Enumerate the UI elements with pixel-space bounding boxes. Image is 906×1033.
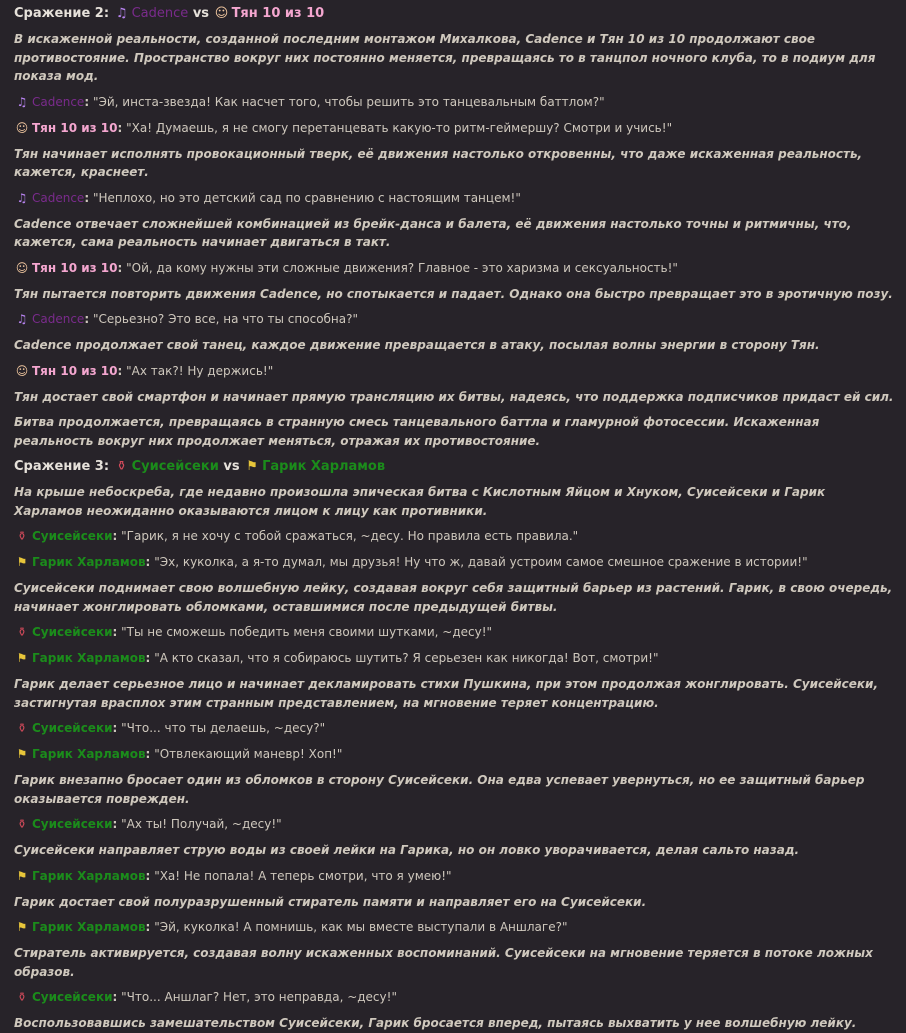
speech-line	[14, 527, 906, 546]
dolls-icon: ⚱	[16, 529, 28, 543]
narration-text: Тян начинает исполнять провокационный тверк, её движения настолько откровенны, что даже искаженная реальность, кажется, краснеет.	[14, 146, 863, 179]
speaker-colon: :	[84, 312, 90, 326]
speech-line	[14, 362, 906, 381]
speaker-name: Суисейсеки	[32, 817, 113, 831]
speaker-colon: :	[112, 625, 118, 639]
speech-text: "Ой, да кому нужны эти сложные движения? Главное - это харизма и сексуальность!"	[126, 260, 678, 275]
battle-heading	[14, 457, 906, 476]
speaker-colon: :	[84, 190, 90, 205]
speech-line	[14, 745, 906, 764]
speaker-colon: :	[84, 94, 90, 109]
face-icon: ☺	[214, 6, 229, 21]
music-note-icon: ♫	[16, 190, 28, 205]
speaker-name: Cadence	[32, 190, 85, 205]
music-note-icon: ♫	[16, 94, 28, 109]
speaker-colon: :	[145, 868, 151, 883]
speech-text: "А кто сказал, что я собираюсь шутить? Я серьезен как никогда! Вот, смотри!"	[154, 651, 659, 665]
speaker-name: Суисейсеки	[32, 625, 113, 639]
face-icon: ☺	[15, 120, 29, 135]
speech-line	[14, 918, 906, 937]
dolls-icon: ⚱	[16, 990, 28, 1004]
speech-text: "Неплохо, но это детский сад по сравнению с настоящим танцем!"	[92, 190, 521, 205]
speech-line	[14, 93, 906, 112]
speaker-name: Тян 10 из 10	[32, 363, 118, 378]
speech-text: "Что... Аншлаг? Нет, это неправда, ~десу!"	[121, 990, 397, 1004]
speaker-colon: :	[145, 555, 151, 569]
narration-text: Тян достает свой смартфон и начинает прямую трансляцию их битвы, надеясь, что поддержка подписчиков придаст ей сил.	[14, 389, 894, 404]
speech-text: "Эй, куколка! А помнишь, как мы вместе выступали в Аншлаге?"	[154, 920, 568, 934]
speech-text: "Серьезно? Это все, на что ты способна?"	[92, 312, 359, 326]
fighter-name: Гарик Харламов	[262, 459, 386, 474]
narration-text: Cadence продолжает свой танец, каждое движение превращается в атаку, посылая волны энергии в сторону Тян.	[14, 338, 820, 352]
speech-text: "Ха! Не попала! А теперь смотри, что я умею!"	[154, 868, 452, 883]
speaker-colon: :	[145, 920, 151, 934]
speaker-name: Тян 10 из 10	[32, 120, 118, 135]
speaker-colon: :	[117, 260, 123, 275]
narration-text: Стиратель активируется, создавая волну искаженных воспоминаний. Суисейсеки на мгновение теряется в потоке ложных образов.	[14, 946, 873, 979]
vs-label: vs	[223, 459, 240, 474]
speech-line	[14, 988, 906, 1007]
narration-text: Гарик делает серьезное лицо и начинает декламировать стихи Пушкина, при этом продолжая жонглировать. Суисейсеки, застигнутая врасплох этим странным представлением, на мгновение теряет концентрацию.	[14, 677, 878, 710]
speech-text: "Отвлекающий маневр! Хоп!"	[154, 747, 343, 761]
speech-text: "Гарик, я не хочу с тобой сражаться, ~десу. Но правила есть правила."	[121, 529, 579, 543]
speech-line	[14, 310, 906, 329]
face-icon: ☺	[15, 363, 29, 378]
speech-line	[14, 867, 906, 886]
speech-text: "Ха! Думаешь, я не смогу перетанцевать какую-то ритм-геймершу? Смотри и учись!"	[126, 120, 673, 135]
narration-text: Cadence отвечает сложнейшей комбинацией из брейк-данса и балета, её движения настолько точны и ритмичны, что, кажется, сама реальность начинает двигаться в такт.	[14, 216, 852, 249]
theater-masks-icon: ⚑	[246, 459, 258, 474]
narration-text: Битва продолжается, превращаясь в странную смесь танцевального баттла и гламурной фотосессии. Искаженная реальность вокруг них продолжает меняться, отражая их противостояние.	[14, 415, 820, 448]
theater-masks-icon: ⚑	[16, 651, 28, 665]
narration-text: Гарик достает свой полуразрушенный стиратель памяти и направляет его на Суисейсеки.	[14, 894, 647, 909]
message-list	[14, 30, 906, 1033]
speech-line	[14, 623, 906, 642]
speech-line	[14, 719, 906, 738]
music-note-icon: ♫	[115, 6, 128, 21]
speech-line	[14, 815, 906, 834]
narration-text: Тян пытается повторить движения Cadence, но спотыкается и падает. Однако она быстро превращает это в эротичную позу.	[14, 286, 893, 301]
vs-label: vs	[192, 6, 210, 21]
speaker-name: Гарик Харламов	[32, 920, 146, 934]
speech-line	[14, 119, 906, 138]
speaker-name: Гарик Харламов	[32, 555, 146, 569]
dolls-icon: ⚱	[16, 817, 28, 831]
speaker-name: Суисейсеки	[32, 990, 113, 1004]
speech-text: "Эй, инста-звезда! Как насчет того, чтобы решить это танцевальным баттлом?"	[92, 94, 605, 109]
music-note-icon: ♫	[16, 312, 28, 326]
speech-text: "Что... что ты делаешь, ~десу?"	[121, 721, 326, 735]
narration-text: Гарик внезапно бросает один из обломков в сторону Суисейсеки. Она едва успевает увернуться, но ее защитный барьер оказывается поврежден.	[14, 773, 865, 806]
speech-text: "Эх, куколка, а я-то думал, мы друзья! Ну что ж, давай устроим самое смешное сражение в истории!"	[154, 555, 808, 569]
narration-text: Суисейсеки поднимает свою волшебную лейку, создавая вокруг себя защитный барьер из растений. Гарик, в свою очередь, начинает жонглировать обломками, оставшимися после предыдущей битвы.	[14, 581, 893, 614]
speaker-name: Гарик Харламов	[32, 868, 146, 883]
speech-text: "Ах так?! Ну держись!"	[126, 363, 274, 378]
battle-heading	[14, 4, 906, 23]
speech-line	[14, 259, 906, 278]
speaker-name: Тян 10 из 10	[32, 260, 118, 275]
theater-masks-icon: ⚑	[16, 747, 28, 761]
fighter-name: Суисейсеки	[131, 459, 219, 474]
speaker-name: Cadence	[32, 312, 85, 326]
speech-line	[14, 649, 906, 668]
speaker-colon: :	[112, 817, 118, 831]
narration-text: На крыше небоскреба, где недавно произошла эпическая битва с Кислотным Яйцом и Хнуком, Суисейсеки и Гарик Харламов неожиданно оказываются лицом к лицу как противники.	[14, 485, 826, 518]
speech-line	[14, 189, 906, 208]
dolls-icon: ⚱	[116, 459, 128, 474]
theater-masks-icon: ⚑	[16, 920, 28, 934]
speaker-name: Гарик Харламов	[32, 651, 146, 665]
battle-label: Сражение 3:	[14, 459, 110, 474]
speaker-colon: :	[112, 721, 118, 735]
speech-text: "Ах ты! Получай, ~десу!"	[121, 817, 282, 831]
speaker-colon: :	[145, 651, 151, 665]
speaker-colon: :	[112, 529, 118, 543]
speaker-name: Cadence	[32, 94, 85, 109]
theater-masks-icon: ⚑	[16, 555, 28, 569]
speaker-name: Гарик Харламов	[32, 747, 146, 761]
dolls-icon: ⚱	[16, 625, 28, 639]
narration-text: Суисейсеки направляет струю воды из своей лейки на Гарика, но он ловко уворачивается, делая сальто назад.	[14, 843, 800, 857]
fighter-name: Cadence	[131, 6, 189, 21]
narration-text: В искаженной реальности, созданной последним монтажом Михалкова, Cadence и Тян 10 из 10 продолжают свое противостояние. Пространство вокруг них постоянно меняется, превращаясь то в танцпол ночного клуба, то в подиум для показа мод.	[14, 32, 876, 83]
speaker-colon: :	[112, 990, 118, 1004]
fighter-name: Тян 10 из 10	[231, 6, 325, 21]
dolls-icon: ⚱	[16, 721, 28, 735]
theater-masks-icon: ⚑	[16, 868, 28, 883]
narration-text: Воспользовавшись замешательством Суисейсеки, Гарик бросается вперед, пытаясь выхватить у нее волшебную лейку.	[14, 1016, 857, 1030]
speaker-colon: :	[145, 747, 151, 761]
speaker-colon: :	[117, 120, 123, 135]
speech-line	[14, 553, 906, 572]
speaker-colon: :	[117, 363, 123, 378]
face-icon: ☺	[15, 260, 29, 275]
speech-text: "Ты не сможешь победить меня своими шутками, ~десу!"	[121, 625, 493, 639]
speaker-name: Суисейсеки	[32, 529, 113, 543]
battle-label: Сражение 2:	[14, 6, 110, 21]
speaker-name: Суисейсеки	[32, 721, 113, 735]
